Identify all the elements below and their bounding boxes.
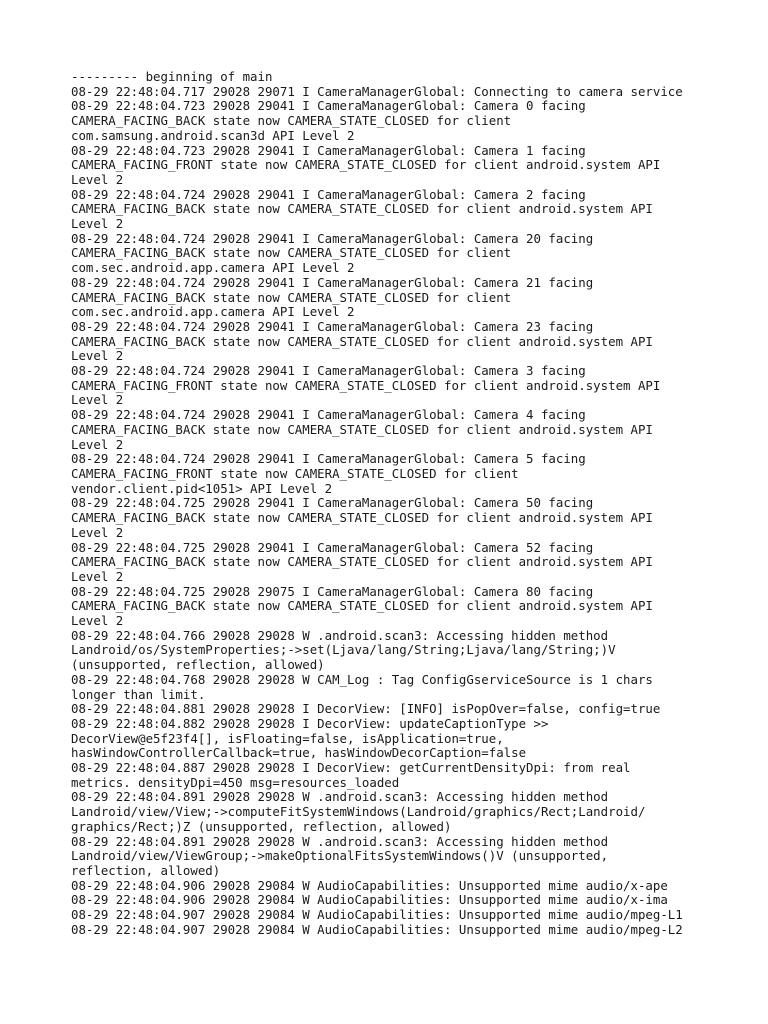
log-entry: 08-29 22:48:04.725 29028 29075 I CameraManagerGlobal: Camera 80 facing CAMERA_FACING_BACK state now CAMERA_STATE_CLOSED for client android.system API Level 2 [71, 583, 653, 629]
log-entry: 08-29 22:48:04.887 29028 29028 I DecorView: getCurrentDensityDpi: from real metrics. densityDpi=450 msg=resources_loaded [71, 760, 631, 790]
log-entry: 08-29 22:48:04.891 29028 29028 W .android.scan3: Accessing hidden method Landroid/view/View;->computeFitSystemWindows(Landroid/graphics/Rect;Landroid/ graphics/Rect;)Z (unsupported, reflection, allowed) [71, 789, 646, 834]
log-entry: 08-29 22:48:04.881 29028 29028 I DecorView: [INFO] isPopOver=false, config=true [71, 701, 661, 717]
log-entry: 08-29 22:48:04.724 29028 29041 I CameraManagerGlobal: Camera 5 facing CAMERA_FACING_FRONT state now CAMERA_STATE_CLOSED for client vendor.client.pid<1051> API Level 2 [71, 451, 586, 496]
log-entry: 08-29 22:48:04.906 29028 29084 W AudioCapabilities: Unsupported mime audio/x-ape [71, 877, 668, 893]
log-entry: 08-29 22:48:04.768 29028 29028 W CAM_Log : Tag ConfigGserviceSource is 1 chars longer than limit. [71, 671, 653, 702]
log-entry: 08-29 22:48:04.724 29028 29041 I CameraManagerGlobal: Camera 23 facing CAMERA_FACING_BACK state now CAMERA_STATE_CLOSED for client android.system API Level 2 [71, 318, 653, 364]
log-entry: 08-29 22:48:04.724 29028 29041 I CameraManagerGlobal: Camera 3 facing CAMERA_FACING_FRONT state now CAMERA_STATE_CLOSED for client android.system API Level 2 [71, 363, 661, 408]
log-entry: 08-29 22:48:04.724 29028 29041 I CameraManagerGlobal: Camera 4 facing CAMERA_FACING_BACK state now CAMERA_STATE_CLOSED for client android.system API Level 2 [71, 407, 653, 452]
log-output [71, 70, 711, 937]
log-entry: 08-29 22:48:04.907 29028 29084 W AudioCapabilities: Unsupported mime audio/mpeg-L2 [71, 921, 683, 937]
log-entry: 08-29 22:48:04.723 29028 29041 I CameraManagerGlobal: Camera 0 facing CAMERA_FACING_BACK state now CAMERA_STATE_CLOSED for client com.samsung.android.scan3d API Level 2 [71, 98, 586, 143]
log-entry: 08-29 22:48:04.725 29028 29041 I CameraManagerGlobal: Camera 50 facing CAMERA_FACING_BACK state now CAMERA_STATE_CLOSED for client android.system API Level 2 [71, 495, 653, 540]
log-entry: 08-29 22:48:04.725 29028 29041 I CameraManagerGlobal: Camera 52 facing CAMERA_FACING_BACK state now CAMERA_STATE_CLOSED for client android.system API Level 2 [71, 539, 653, 584]
log-header-line: --------- beginning of main [71, 69, 273, 84]
log-entry: 08-29 22:48:04.907 29028 29084 W AudioCapabilities: Unsupported mime audio/mpeg-L1 [71, 907, 683, 923]
log-entry: 08-29 22:48:04.723 29028 29041 I CameraManagerGlobal: Camera 1 facing CAMERA_FACING_FRONT state now CAMERA_STATE_CLOSED for client android.system API Level 2 [71, 142, 661, 187]
log-entry: 08-29 22:48:04.724 29028 29041 I CameraManagerGlobal: Camera 21 facing CAMERA_FACING_BACK state now CAMERA_STATE_CLOSED for client com.sec.android.app.camera API Level 2 [71, 274, 594, 320]
log-entry: 08-29 22:48:04.724 29028 29041 I CameraManagerGlobal: Camera 20 facing CAMERA_FACING_BACK state now CAMERA_STATE_CLOSED for client com.sec.android.app.camera API Level 2 [71, 230, 594, 276]
log-entry: 08-29 22:48:04.891 29028 29028 W .android.scan3: Accessing hidden method Landroid/view/ViewGroup;->makeOptionalFitsSystemWindows()V (unsupported, reflection, allowed) [71, 833, 609, 878]
log-entry: 08-29 22:48:04.717 29028 29071 I CameraManagerGlobal: Connecting to camera service [71, 83, 683, 99]
log-entry: 08-29 22:48:04.882 29028 29028 I DecorView: updateCaptionType >> DecorView@e5f23f4[], isFloating=false, isApplication=true, hasWindowControllerCallback=true, hasWindowDecorCaption=false [71, 715, 549, 761]
log-entry: 08-29 22:48:04.724 29028 29041 I CameraManagerGlobal: Camera 2 facing CAMERA_FACING_BACK state now CAMERA_STATE_CLOSED for client android.system API Level 2 [71, 186, 653, 232]
log-entry: 08-29 22:48:04.906 29028 29084 W AudioCapabilities: Unsupported mime audio/x-ima [71, 892, 668, 908]
log-entry: 08-29 22:48:04.766 29028 29028 W .android.scan3: Accessing hidden method Landroid/os/SystemProperties;->set(Ljava/lang/String;Ljava/lang/String;)V (unsupported, reflection, allowed) [71, 627, 616, 673]
